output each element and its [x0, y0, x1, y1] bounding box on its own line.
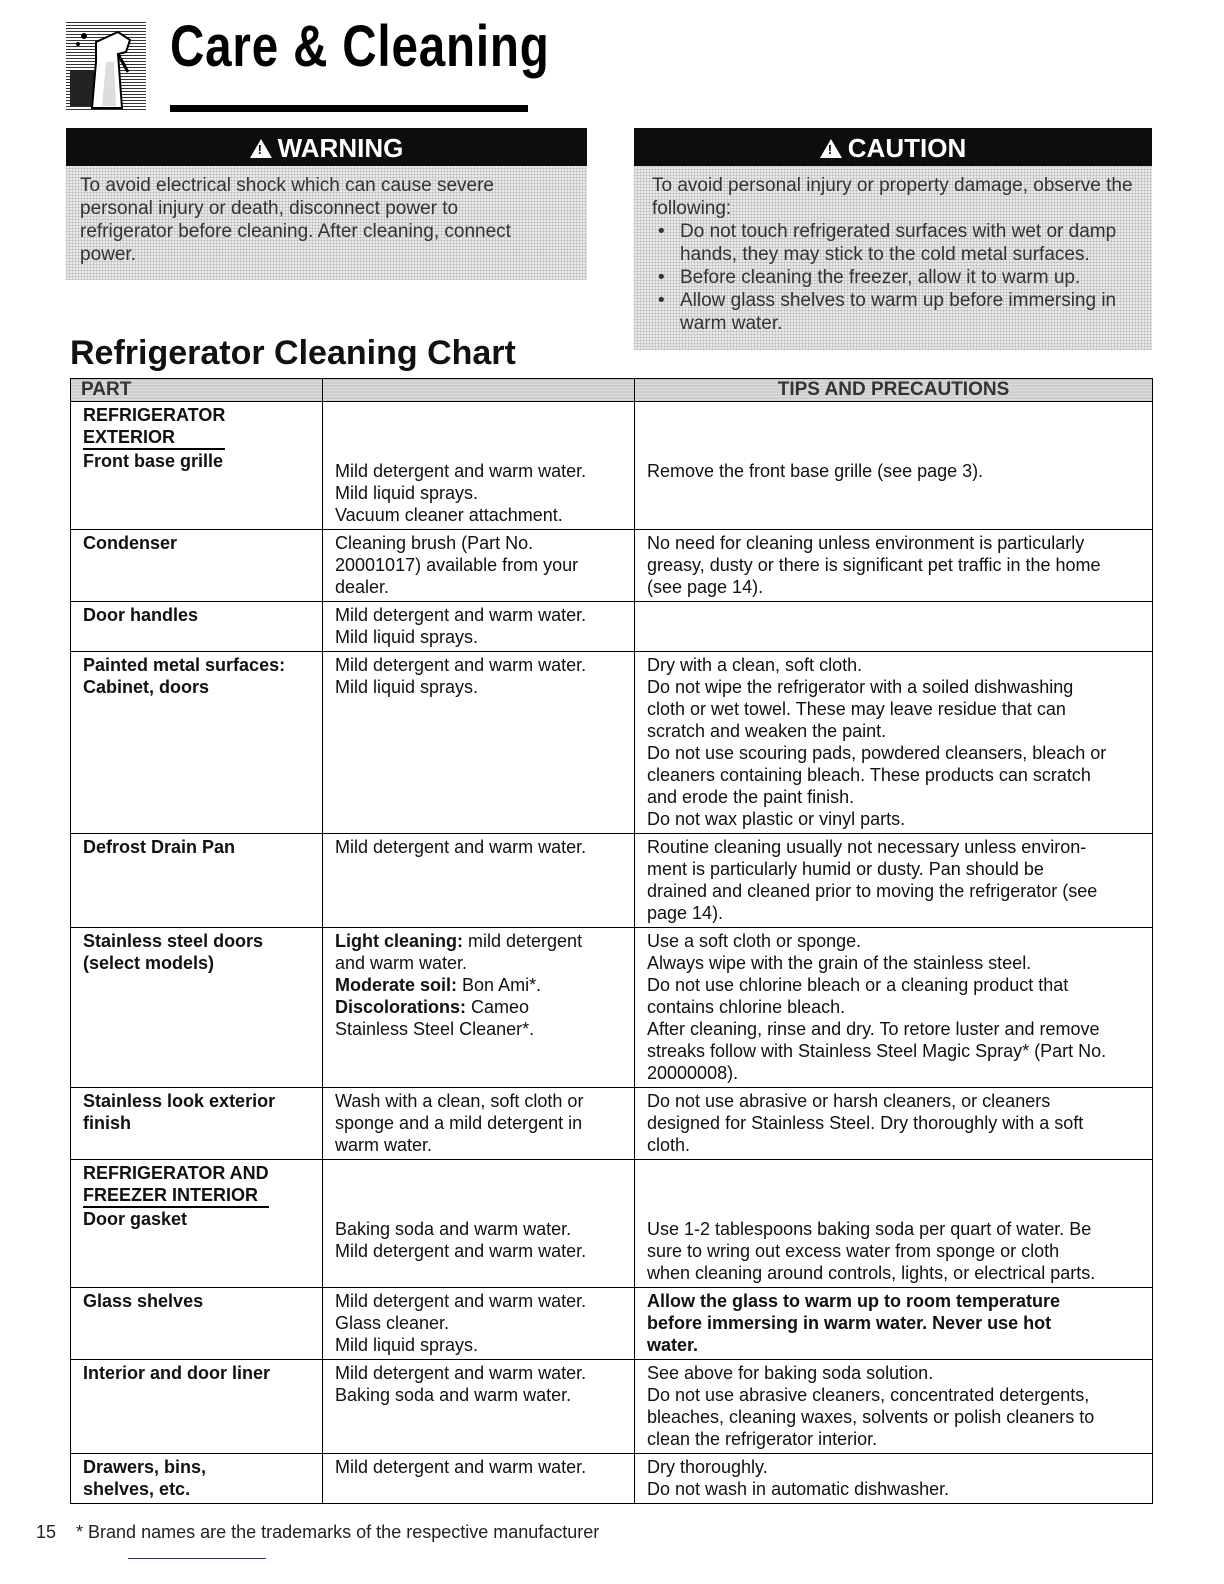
cell-line: Mild detergent and warm water. [335, 1291, 587, 1311]
method-cell [323, 530, 635, 602]
caution-header [634, 128, 1152, 166]
section-title-line: EXTERIOR [83, 427, 176, 447]
cell-line: drained and cleaned prior to moving the refrigerator (see [647, 881, 1098, 901]
cell-line: See above for baking soda solution. [647, 1363, 934, 1383]
cell-line: Drawers, bins, [83, 1457, 207, 1477]
tips-cell [635, 402, 1153, 530]
page-title: Care & Cleaning [170, 14, 550, 79]
tips-cell [635, 834, 1153, 928]
header-tips: TIPS AND PRECAUTIONS [635, 379, 1153, 402]
caution-bullet-line: hands, they may stick to the cold metal surfaces. [680, 244, 1090, 265]
cell-line: Do not use chlorine bleach or a cleaning product that [647, 975, 1069, 995]
cell-line: when cleaning around controls, lights, or electrical parts. [647, 1263, 1096, 1283]
caution-bullet-line: warm water. [680, 313, 783, 334]
cell-line: clean the refrigerator interior. [647, 1429, 878, 1449]
warning-line: power. [80, 244, 136, 265]
cell-line [335, 1018, 624, 1040]
caution-bullet [652, 289, 1152, 335]
footer-rule [128, 1558, 266, 1559]
caution-intro-line: following: [652, 198, 732, 219]
caution-bullet [652, 266, 1152, 289]
cell-line: Glass shelves [83, 1291, 204, 1311]
cell-line: Baking soda and warm water. [335, 1385, 572, 1405]
cell-line: Door handles [83, 605, 199, 625]
cell-line: Use 1-2 tablespoons baking soda per quart of water. Be [647, 1219, 1092, 1239]
section-title-line: FREEZER INTERIOR [83, 1185, 259, 1205]
spray-bottle-icon [66, 22, 146, 110]
cell-line: Do not use abrasive cleaners, concentrated detergents, [647, 1385, 1090, 1405]
cell-line: (select models) [83, 953, 215, 973]
cell-line: scratch and weaken the paint. [647, 721, 887, 741]
warning-label: WARNING [277, 133, 404, 163]
cell-line: Mild liquid sprays. [335, 627, 479, 647]
part-cell [71, 602, 323, 652]
cell-line [335, 996, 624, 1018]
cell-line: sponge and a mild detergent in [335, 1113, 583, 1133]
caution-list [652, 220, 1152, 335]
tips-cell [635, 1160, 1153, 1288]
part-cell [71, 834, 323, 928]
table-row [71, 1288, 1153, 1360]
cell-line: contains chlorine bleach. [647, 997, 846, 1017]
cell-line: designed for Stainless Steel. Dry thoroughly with a soft [647, 1113, 1084, 1133]
table-row [71, 1454, 1153, 1504]
tips-cell [635, 1288, 1153, 1360]
cell-line: dealer. [335, 577, 390, 597]
caution-bullet-line: • Do not touch refrigerated surfaces with wet or damp [680, 221, 1117, 242]
caution-bullet-line: • Before cleaning the freezer, allow it to warm up. [680, 267, 1081, 288]
section-title [83, 1162, 269, 1208]
part-cell [71, 1288, 323, 1360]
method-cell [323, 1088, 635, 1160]
method-text: Bon Ami*. [457, 975, 542, 995]
caution-triangle-icon [820, 139, 842, 158]
method-cell [323, 1454, 635, 1504]
warning-header [66, 128, 587, 166]
cell-line: Always wipe with the grain of the stainless steel. [647, 953, 1032, 973]
cell-line: cloth or wet towel. These may leave residue that can [647, 699, 1066, 719]
part-cell [71, 402, 323, 530]
bold-label: Discolorations: [335, 997, 467, 1017]
caution-text [634, 166, 1152, 350]
cell-line [335, 930, 624, 952]
method-text: and warm water. [335, 953, 468, 973]
method-cell [323, 652, 635, 834]
method-cell [323, 1360, 635, 1454]
cell-line: Door gasket [83, 1209, 188, 1229]
table-row [71, 928, 1153, 1088]
cell-line: (see page 14). [647, 577, 764, 597]
cell-line: Do not wipe the refrigerator with a soiled dishwashing [647, 677, 1074, 697]
page-number: 15 [36, 1522, 57, 1542]
part-cell [71, 928, 323, 1088]
section-title [83, 404, 225, 450]
table-row [71, 652, 1153, 834]
cell-line: water. [647, 1335, 699, 1355]
caution-bullet [652, 220, 1152, 266]
cell-line: Vacuum cleaner attachment. [335, 505, 563, 525]
header-method [323, 379, 635, 402]
cell-line: Allow the glass to warm up to room temperature [647, 1291, 1061, 1311]
method-text: Cameo [466, 997, 530, 1017]
cell-line: Dry thoroughly. [647, 1457, 768, 1477]
table-row [71, 602, 1153, 652]
part-cell [71, 652, 323, 834]
warning-line: To avoid electrical shock which can cause severe [80, 175, 494, 196]
method-cell [323, 834, 635, 928]
cell-line: 20000008). [647, 1063, 739, 1083]
cell-line: No need for cleaning unless environment is particularly [647, 533, 1085, 553]
cell-line: Stainless steel doors [83, 931, 264, 951]
tips-cell [635, 602, 1153, 652]
cell-line: Mild detergent and warm water. [335, 605, 587, 625]
cell-line: ment is particularly humid or dusty. Pan should be [647, 859, 1044, 879]
cell-line: streaks follow with Stainless Steel Magic Spray* (Part No. [647, 1041, 1107, 1061]
cell-line: Mild detergent and warm water. [335, 655, 587, 675]
table-header-row [71, 379, 1153, 402]
header-part: PART [71, 379, 323, 402]
cell-line: Do not use scouring pads, powdered cleansers, bleach or [647, 743, 1107, 763]
warning-line: personal injury or death, disconnect power to [80, 198, 459, 219]
tips-cell [635, 1454, 1153, 1504]
cell-line: Mild detergent and warm water. [335, 461, 587, 481]
tips-cell [635, 1360, 1153, 1454]
cell-line: page 14). [647, 903, 724, 923]
warning-triangle-icon [250, 139, 272, 158]
bold-label: Light cleaning: [335, 931, 463, 951]
table-row [71, 530, 1153, 602]
cell-line: and erode the paint finish. [647, 787, 855, 807]
cell-line: cloth. [647, 1135, 691, 1155]
table-row [71, 1360, 1153, 1454]
cell-line: Painted metal surfaces: [83, 655, 286, 675]
cell-line: Interior and door liner [83, 1363, 271, 1383]
cell-line: Baking soda and warm water. [335, 1219, 572, 1239]
section-title-line: REFRIGERATOR AND [83, 1163, 269, 1183]
table-row [71, 402, 1153, 530]
footnote: * Brand names are the trademarks of the respective manufacturer [76, 1522, 600, 1542]
caution-box [634, 128, 1152, 350]
cell-line: Do not use abrasive or harsh cleaners, or cleaners [647, 1091, 1051, 1111]
tips-cell [635, 928, 1153, 1088]
cell-line: bleaches, cleaning waxes, solvents or polish cleaners to [647, 1407, 1095, 1427]
tips-cell [635, 1088, 1153, 1160]
cell-line: Dry with a clean, soft cloth. [647, 655, 863, 675]
cell-line: Cleaning brush (Part No. [335, 533, 534, 553]
cell-line: Mild liquid sprays. [335, 677, 479, 697]
part-cell [71, 530, 323, 602]
table-row [71, 1160, 1153, 1288]
cell-line: sure to wring out excess water from sponge or cloth [647, 1241, 1060, 1261]
cell-line [335, 974, 624, 996]
method-text: Stainless Steel Cleaner*. [335, 1019, 535, 1039]
warning-line: refrigerator before cleaning. After cleaning, connect [80, 221, 511, 242]
tips-cell [635, 652, 1153, 834]
cell-line: Mild detergent and warm water. [335, 1241, 587, 1261]
part-cell [71, 1160, 323, 1288]
part-cell [71, 1088, 323, 1160]
cell-line: Mild liquid sprays. [335, 1335, 479, 1355]
table-row [71, 834, 1153, 928]
cell-line: Routine cleaning usually not necessary unless environ- [647, 837, 1087, 857]
method-cell [323, 1288, 635, 1360]
tips-cell [635, 530, 1153, 602]
cell-line: Defrost Drain Pan [83, 837, 236, 857]
cell-line: Mild detergent and warm water. [335, 1363, 587, 1383]
cleaning-chart-table [70, 378, 1153, 1504]
title-underline [170, 105, 528, 112]
cell-line: Glass cleaner. [335, 1313, 450, 1333]
cell-line: cleaners containing bleach. These products can scratch [647, 765, 1091, 785]
cell-line: Cabinet, doors [83, 677, 210, 697]
method-cell [323, 1160, 635, 1288]
bold-label: Moderate soil: [335, 975, 458, 995]
method-cell [323, 928, 635, 1088]
cell-line: warm water. [335, 1135, 433, 1155]
cell-line: Mild detergent and warm water. [335, 837, 587, 857]
cell-line [335, 952, 624, 974]
warning-box [66, 128, 587, 280]
part-cell [71, 1360, 323, 1454]
footer [36, 1522, 599, 1543]
method-text: mild detergent [463, 931, 583, 951]
cell-line: Do not wax plastic or vinyl parts. [647, 809, 906, 829]
cell-line: Use a soft cloth or sponge. [647, 931, 862, 951]
cell-line: 20001017) available from your [335, 555, 579, 575]
cell-line: Mild detergent and warm water. [335, 1457, 587, 1477]
cell-line: Wash with a clean, soft cloth or [335, 1091, 584, 1111]
section-title-line: REFRIGERATOR [83, 405, 226, 425]
cell-line: Mild liquid sprays. [335, 483, 479, 503]
table-body [71, 402, 1153, 1504]
cell-line: shelves, etc. [83, 1479, 191, 1499]
cell-line: before immersing in warm water. Never use hot [647, 1313, 1052, 1333]
method-cell [323, 602, 635, 652]
caution-intro-line: To avoid personal injury or property damage, observe the [652, 175, 1133, 196]
cell-line: Stainless look exterior [83, 1091, 276, 1111]
cell-line: Do not wash in automatic dishwasher. [647, 1479, 950, 1499]
cell-line: greasy, dusty or there is significant pet traffic in the home [647, 555, 1101, 575]
cell-line: Front base grille [83, 451, 224, 471]
cell-line: After cleaning, rinse and dry. To retore luster and remove [647, 1019, 1100, 1039]
caution-label: CAUTION [847, 133, 967, 163]
table-row [71, 1088, 1153, 1160]
cell-line: Remove the front base grille (see page 3). [647, 461, 984, 481]
cell-line: Condenser [83, 533, 178, 553]
chart-title: Refrigerator Cleaning Chart [70, 334, 516, 372]
method-cell [323, 402, 635, 530]
warning-text [66, 166, 587, 280]
cell-line: finish [83, 1113, 131, 1133]
caution-bullet-line: • Allow glass shelves to warm up before immersing in [680, 290, 1117, 311]
part-cell [71, 1454, 323, 1504]
